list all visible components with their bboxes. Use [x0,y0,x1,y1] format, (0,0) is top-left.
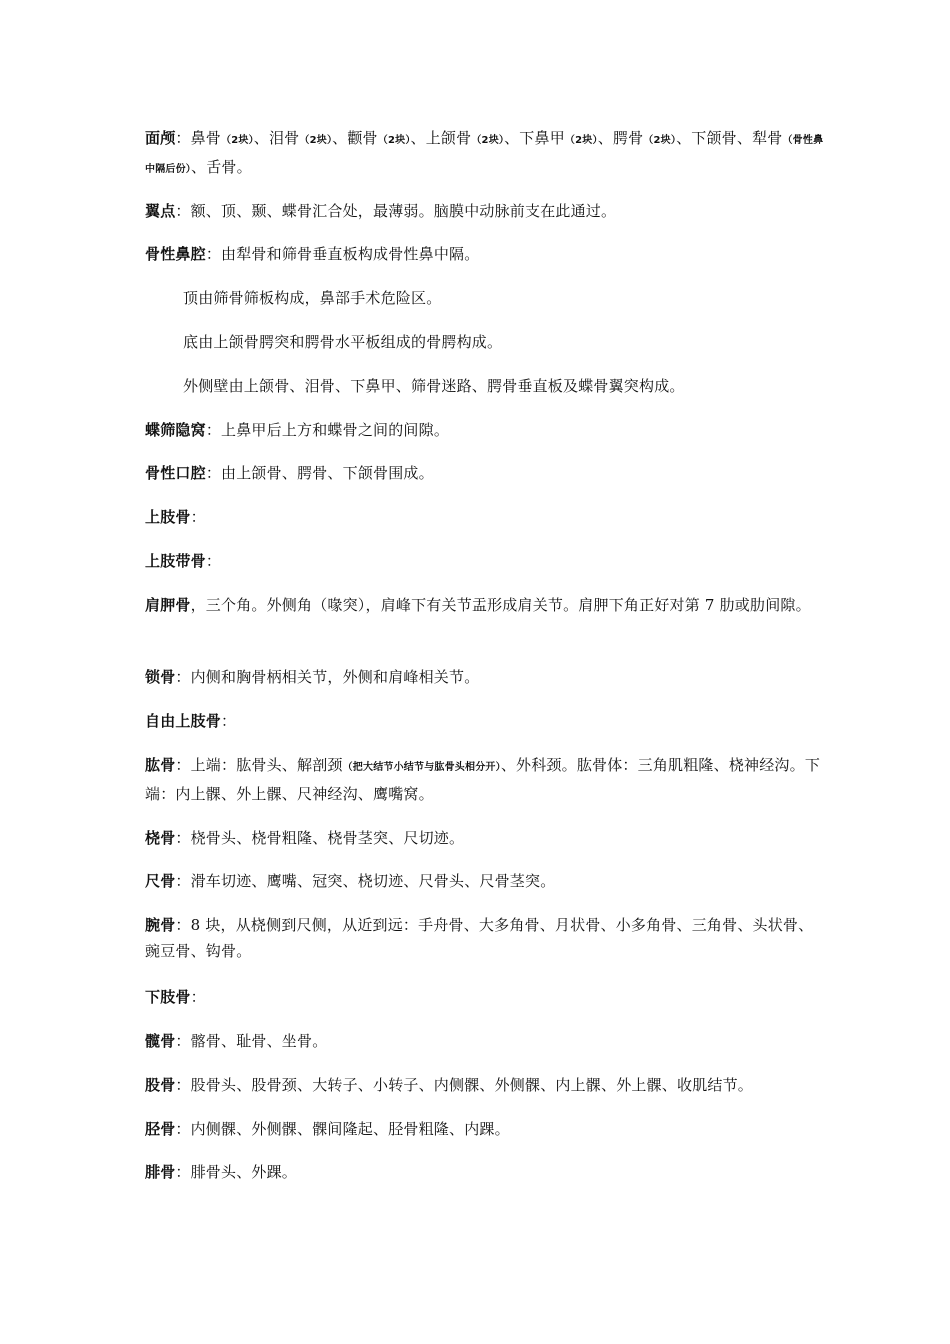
text: ：髂骨、耻骨、坐骨。 [175,1032,328,1050]
text: ：桡骨头、桡骨粗隆、桡骨茎突、尺切迹。 [175,829,465,847]
paragraph-femur [145,1072,825,1098]
paragraph-fibula [145,1159,825,1185]
term-clavicle: 锁骨 [145,668,176,686]
paragraph-humerus [145,752,825,807]
text: ：由上颌骨、腭骨、下颌骨围成。 [205,464,434,482]
text: ： [205,552,222,570]
text: ： [190,988,206,1006]
text: ：上端：肱骨头、解剖颈 [175,756,343,774]
text: ：8 块，从桡侧到尺侧，从近到远：手舟骨、大多角骨、月状骨、小多角骨、三角骨、头状骨、豌豆骨、钩骨。 [145,916,814,960]
text: 、下颌骨、犁骨 [676,129,783,147]
text: 外侧壁由上颌骨、泪骨、下鼻甲、筛骨迷路、腭骨垂直板及蝶骨翼突构成。 [183,377,685,395]
heading-upper-limb-bones [145,504,825,530]
text: ，三个角。外侧角（喙突），肩峰下有关节盂形成肩关节。肩胛下角正好对第 7 肋或肋间隙。 [190,596,811,614]
text: ：滑车切迹、鹰嘴、冠突、桡切迹、尺骨头、尺骨茎突。 [175,872,556,890]
paragraph-nasal-lateral-wall [183,373,823,399]
term-bony-oral-cavity: 骨性口腔 [145,464,206,482]
text: ： [190,508,206,526]
term-free-upper-limb: 自由上肢骨 [145,712,222,730]
heading-free-upper-limb [145,708,825,734]
note: （2块） [564,135,598,146]
paragraph-hip-bone [145,1028,825,1054]
paragraph-tibia [145,1116,825,1142]
term-carpal-bones: 腕骨 [145,916,176,934]
text: ：腓骨头、外踝。 [175,1163,298,1181]
term-bony-nasal-cavity: 骨性鼻腔 [145,245,206,263]
paragraph-ulna [145,868,825,894]
paragraph-sphenoethmoidal-recess [145,417,825,443]
text: ：内侧髁、外侧髁、髁间隆起、胫骨粗隆、内踝。 [175,1120,510,1138]
text: 、上颌骨 [410,129,472,147]
term-lower-limb-bones: 下肢骨 [145,988,191,1006]
text: ：股骨头、股骨颈、大转子、小转子、内侧髁、外侧髁、内上髁、外上髁、收肌结节。 [175,1076,754,1094]
heading-lower-limb-bones [145,984,825,1010]
paragraph-facial-bones [145,125,825,183]
paragraph-scapula [145,592,825,618]
term-shoulder-girdle: 上肢带骨 [145,552,206,570]
text: ：额、顶、颞、蝶骨汇合处，最薄弱。脑膜中动脉前支在此通过。 [175,202,617,220]
text: 、腭骨 [597,129,644,147]
text: 、泪骨 [253,129,300,147]
note: （骨性鼻中隔后份） [145,135,824,175]
text: 、舌骨。 [191,158,252,176]
paragraph-nasal-floor [183,329,823,355]
term-humerus: 肱骨 [145,756,176,774]
paragraph-pterion [145,198,825,224]
text: 、颧骨 [332,129,378,147]
text: 、下鼻甲 [504,129,565,147]
note: （把大结节小结节与肱骨头相分开） [342,762,501,773]
term-ulna: 尺骨 [145,872,176,890]
text: 顶由筛骨筛板构成，鼻部手术危险区。 [183,289,442,307]
term-fibula: 腓骨 [145,1163,176,1181]
text: ：鼻骨 [175,129,222,147]
text: ：由犁骨和筛骨垂直板构成骨性鼻中隔。 [205,245,480,263]
text: 底由上颌骨腭突和腭骨水平板组成的骨腭构成。 [183,333,503,351]
note: （2块） [299,135,333,146]
term-pterion: 翼点 [145,202,176,220]
text: ：内侧和胸骨柄相关节，外侧和肩峰相关节。 [175,668,480,686]
note: （2块） [221,135,254,146]
term-hip-bone: 髋骨 [145,1032,176,1050]
paragraph-nasal-roof [183,285,823,311]
paragraph-carpal-bones [145,912,825,964]
text: ： [221,712,237,730]
note: （2块） [471,135,505,146]
term-upper-limb-bones: 上肢骨 [145,508,191,526]
text: 、外科颈。肱骨体：三角肌粗隆、桡神经沟。下端：内上髁、外上髁、尺神经沟、鹰嘴窝。 [145,756,821,803]
note: （2块） [377,135,411,146]
paragraph-clavicle [145,664,825,690]
term-sphenoethmoidal-recess: 蝶筛隐窝 [145,421,206,439]
note: （2块） [643,135,677,146]
text: ：上鼻甲后上方和蝶骨之间的间隙。 [205,421,450,439]
term-radius: 桡骨 [145,829,176,847]
paragraph-bony-nasal-cavity [145,241,825,267]
paragraph-radius [145,825,825,851]
term-tibia: 胫骨 [145,1120,176,1138]
heading-shoulder-girdle [145,548,825,574]
term-scapula: 肩胛骨 [145,596,191,614]
term-facial-bones: 面颅 [145,129,176,147]
paragraph-bony-oral-cavity [145,460,825,486]
term-femur: 股骨 [145,1076,176,1094]
